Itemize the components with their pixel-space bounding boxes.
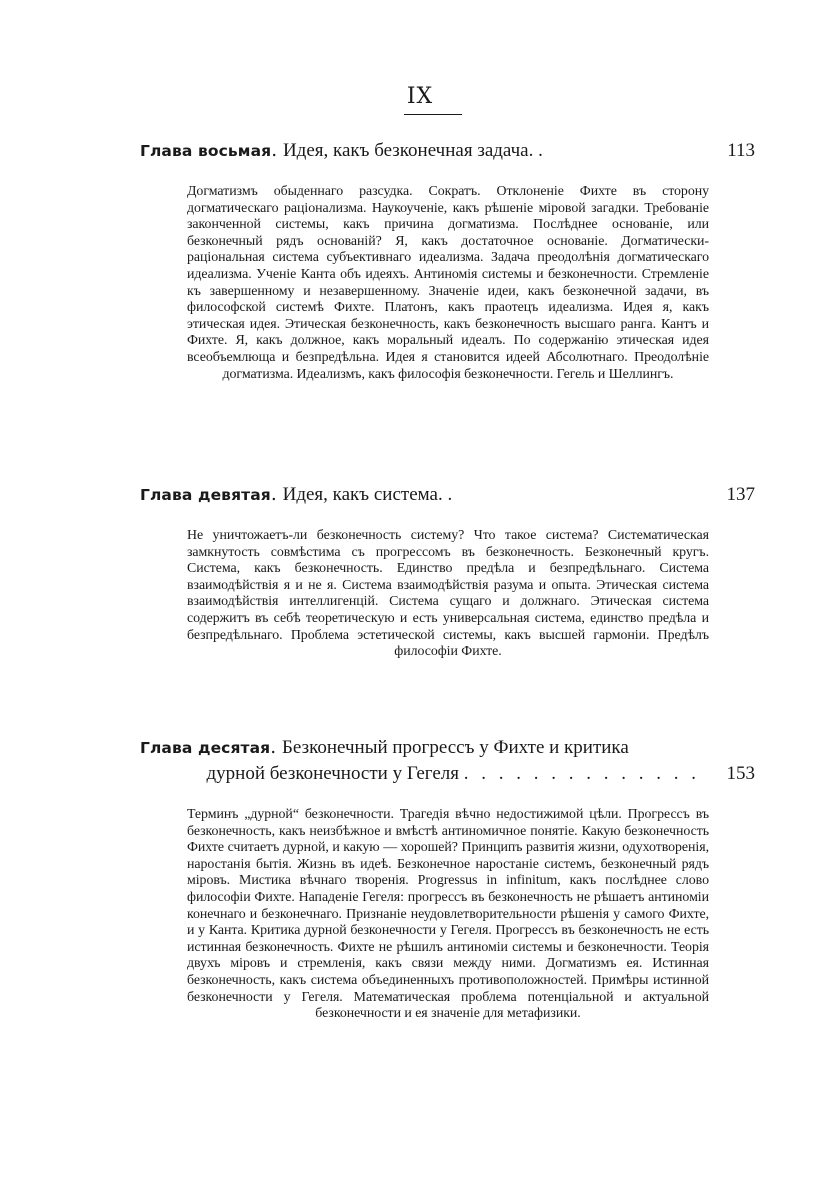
leader-dots: . . . . . . . . . . . . . . bbox=[463, 763, 700, 784]
chapter-summary: Догматизмъ обыденнаго разсудка. Сократъ. Отклоненіе Фихте въ сторону догматическаго раціонализма. Наукоученіе, какъ рѣшеніе міровой загадки. Требованіе законченной системы, какъ причина догматизма. Послѣднее основаніе, или безконечный рядъ основаній? Я, какъ достаточное основаніе. Догматически-раціональная система субъективнаго идеализма. Задача преодолѣнія догматическаго идеализма. Ученіе Канта объ идеяхъ. Антиномія системы и безконечности. Стремленіе къ завершенному и незавершенному. Значеніе идеи, какъ безконечной задачи, въ философской системѣ Фихте. Платонъ, какъ праотецъ идеализма. Идея я, какъ этическая идея. Этическая безконечность, какъ безконечность высшаго ранга. Кантъ и Фихте. Я, какъ должное, какъ моральный идеалъ. По содержанію этическая идея всеобъемлюща и безпредѣльна. Идея я становится идеей Абсолютнаго. Преодолѣніе догматизма. Идеализмъ, какъ философія безконечности. Гегель и Шеллингъ. bbox=[187, 184, 709, 382]
chapter-page-number: 113 bbox=[727, 140, 755, 161]
chapter-8 bbox=[140, 138, 755, 397]
chapter-label: Глава девятая bbox=[140, 486, 271, 504]
page-number: IX bbox=[406, 84, 434, 109]
chapter-heading: Глава восьмая. Идея, какъ безконечная задача. . 113 bbox=[140, 138, 755, 164]
chapter-title: Идея, какъ безконечная задача. . bbox=[282, 140, 543, 161]
chapter-page-number: 153 bbox=[726, 763, 755, 784]
chapter-summary: Не уничтожаетъ-ли безконечность систему? Что такое система? Систематическая замкнутость совмѣстима съ прогрессомъ въ безконечность. Безконечный кругъ. Система, какъ безконечность. Единство предѣла и безпредѣльнаго. Система взаимодѣйствія я и не я. Система взаимодѣйствія разума и опыта. Этическая система взаимодѣйствія интеллигенцій. Система сущаго и должнаго. Этическая система содержитъ въ себѣ теоретическую и есть универсальная система, единство предѣла и безпредѣльнаго. Проблема эстетической системы, какъ высшей гармоніи. Предѣлъ философіи Фихте. bbox=[187, 528, 709, 660]
chapter-summary: Терминъ „дурной“ безконечности. Трагедія вѣчно недостижимой цѣли. Прогрессъ въ безконечность, какъ неизбѣжное и вмѣстѣ антиномичное понятіе. Какую безконечность Фихте считаетъ дурной, и какую — хорошей? Принципъ развитія жизни, одухотворенія, наростанія бытія. Жизнь въ идеѣ. Безконечное наростаніе системъ, безконечный рядъ міровъ. Мистика вѣчнаго творенія. Progressus in infinitum, какъ послѣднее слово философіи Фихте. Нападеніе Гегеля: прогрессъ въ безконечность не рѣшаетъ антиноміи конечнаго и безконечнаго. Признаніе неудовлетворительности рѣшенія у самого Фихте, и у Канта. Критика дурной безконечности у Гегеля. Прогрессъ въ безконечность не есть истинная безконечность. Фихте не рѣшилъ антиноміи системы и безконечности. Теорія двухъ міровъ и стремленія, какъ связи между ними. Догматизмъ ея. Истинная безконечность, какъ система объединенныхъ противоположностей. Примѣры истинной безконечности у Гегеля. Математическая проблема потенціальной и актуальной безконечности и ея значеніе для метафизики. bbox=[187, 807, 709, 1022]
chapter-10 bbox=[140, 735, 755, 1037]
chapter-label: Глава десятая bbox=[140, 739, 271, 757]
chapter-title: Идея, какъ система. . bbox=[282, 484, 453, 505]
chapter-9 bbox=[140, 482, 755, 675]
chapter-title: Безконечный прогрессъ у Фихте и критика bbox=[282, 737, 629, 758]
chapter-label: Глава восьмая bbox=[140, 142, 272, 160]
chapter-title-continuation bbox=[140, 761, 705, 787]
chapter-title-cont-text: дурной безконечности у Гегеля bbox=[206, 763, 459, 784]
chapter-page-number: 137 bbox=[726, 484, 755, 505]
chapter-heading: Глава девятая. Идея, какъ система. . 137 bbox=[140, 482, 755, 508]
page-number-rule bbox=[404, 114, 462, 115]
chapter-heading: Глава десятая. Безконечный прогрессъ у Фихте и критика дурной безконечности у Гегеля . . . . . . . . . . . . . . 153 bbox=[140, 735, 755, 787]
